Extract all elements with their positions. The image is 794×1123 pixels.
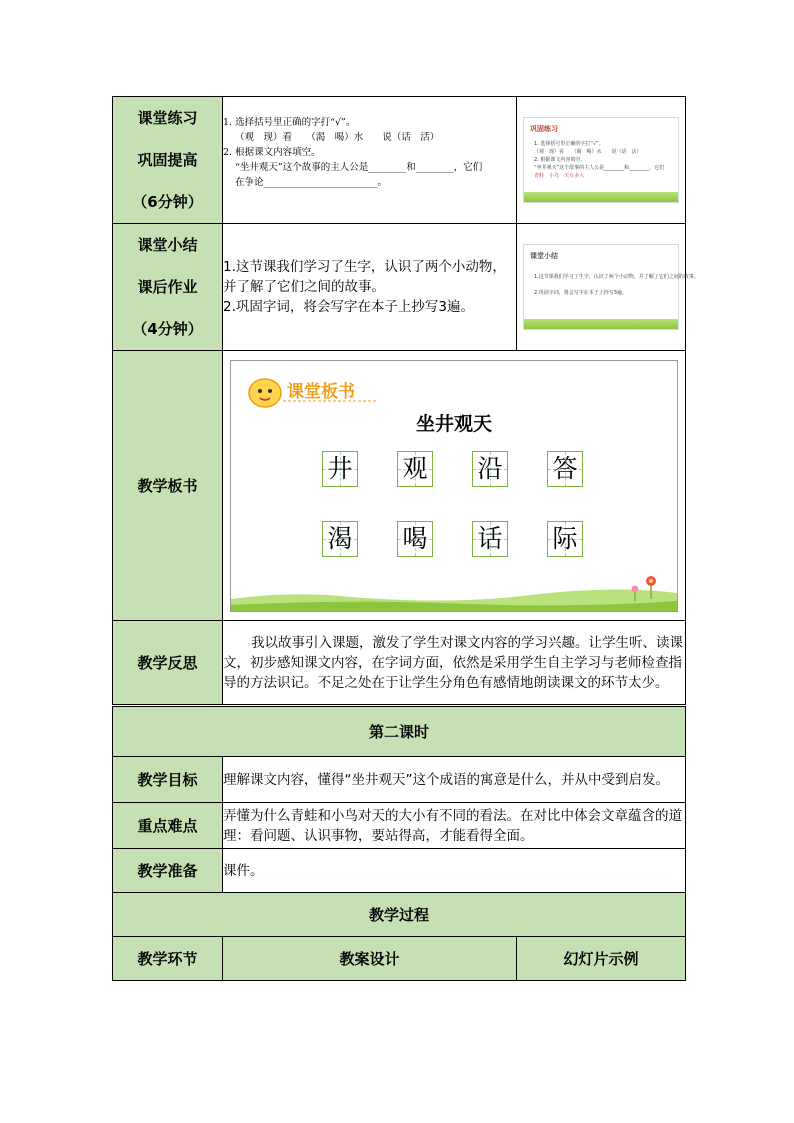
- char-cell: [547, 451, 583, 487]
- prep-row: [113, 849, 686, 893]
- summary-label-3: （4分钟）: [132, 320, 203, 338]
- process-heading-row: [113, 893, 686, 937]
- char: 答: [552, 453, 578, 483]
- reflection-label: 教学反思: [137, 654, 198, 672]
- practice-q2: 2. 根据课文内容填空。: [223, 147, 321, 158]
- summary-text-2: 2.巩固字词，将会写字在本子上抄写3遍。: [223, 299, 474, 315]
- key-text: 弄懂为什么青蛙和小鸟对天的大小有不同的看法。在对比中体会文章蕴含的道理：看问题、认识事物，要站得高，才能看得全面。: [223, 803, 686, 849]
- char-cell: [472, 521, 508, 557]
- practice-slide-grass: [524, 192, 678, 202]
- col-header-slide: 幻灯片示例: [517, 937, 686, 981]
- practice-row: [113, 97, 686, 224]
- reflection-content-cell: [223, 621, 686, 705]
- summary-label-cell: [113, 224, 223, 351]
- practice-slide-title: 巩固练习: [530, 125, 558, 133]
- board-label: 教学板书: [137, 477, 198, 495]
- practice-label-3: （6分钟）: [132, 193, 203, 211]
- col-header-stage: 教学环节: [113, 937, 223, 981]
- lesson-table-1: [112, 96, 699, 705]
- practice-slide-thumbnail: [523, 117, 679, 203]
- board-title: 坐井观天: [415, 412, 492, 435]
- practice-q2-line1: “坐井观天”这个故事的主人公是________和________，它们: [235, 162, 483, 173]
- key-row: [113, 803, 686, 849]
- practice-content-cell: [223, 97, 517, 224]
- board-badge-text: 课堂板书: [287, 381, 355, 402]
- second-lesson-heading: 第二课时: [113, 707, 686, 757]
- prep-label: 教学准备: [113, 849, 223, 893]
- grass-decoration: [231, 571, 677, 611]
- summary-text-1: 1.这节课我们学习了生字，认识了两个小动物，并了解了它们之间的故事。: [223, 259, 506, 295]
- reflection-row: [113, 621, 686, 705]
- second-lesson-heading-row: [113, 707, 686, 757]
- summary-content-cell: [223, 224, 517, 351]
- char-cell: [322, 451, 358, 487]
- practice-slide-answers: 青蛙 小鸟 天有多大: [534, 173, 585, 179]
- char: 沿: [477, 453, 503, 483]
- key-label: 重点难点: [113, 803, 223, 849]
- board-content-cell: [223, 351, 686, 621]
- summary-label-2: 课后作业: [137, 278, 198, 296]
- char: 话: [477, 523, 503, 553]
- practice-label-cell: [113, 97, 223, 224]
- prep-text: 课件。: [223, 849, 686, 893]
- char-cell: [397, 521, 433, 557]
- char-cell: [547, 521, 583, 557]
- process-heading: 教学过程: [113, 893, 686, 937]
- practice-slide-cell: [517, 97, 686, 224]
- practice-q2-line2: 在争论________________________。: [235, 177, 388, 188]
- summary-slide-grass: [524, 319, 678, 329]
- summary-slide-cell: [517, 224, 699, 351]
- char: 际: [552, 523, 578, 553]
- practice-slide-q1: 1. 选择括号里正确的字打“√”。: [534, 141, 604, 147]
- char-cell: [322, 521, 358, 557]
- board-badge: [243, 371, 393, 411]
- flower-icon: [632, 585, 639, 592]
- summary-slide-text2: 2.巩固字词，将会写字在本子上抄写3遍。: [534, 290, 627, 296]
- board-label-cell: [113, 351, 223, 621]
- summary-slide-text1: 1.这节课我们学习了生字，认识了两个小动物，并了解了它们之间的故事。: [534, 274, 699, 280]
- goal-text: 理解课文内容，懂得“坐井观天”这个成语的寓意是什么，并从中受到启发。: [223, 757, 686, 803]
- mascot-icon: [249, 379, 281, 407]
- practice-q1-options: （观 现）看 （渴 喝）水 说（话 活）: [235, 132, 440, 143]
- lesson-table-2: [112, 706, 686, 981]
- board-slide: [230, 360, 678, 612]
- goal-row: [113, 757, 686, 803]
- summary-label-1: 课堂小结: [137, 236, 198, 254]
- board-row: [113, 351, 686, 621]
- char: 观: [402, 453, 428, 483]
- char: 喝: [402, 523, 428, 553]
- practice-q1: 1. 选择括号里正确的字打“√”。: [223, 117, 356, 128]
- practice-slide-q2-line1: “坐井观天”这个故事的主人公是________和________，它们: [534, 165, 665, 171]
- char-cell: [397, 451, 433, 487]
- char: 渴: [327, 523, 353, 553]
- col-header-design: 教案设计: [223, 937, 517, 981]
- summary-slide-title: 课堂小结: [530, 252, 558, 260]
- process-columns-row: [113, 937, 686, 981]
- char-cell: [472, 451, 508, 487]
- practice-slide-q1-options: （观 现）看 （渴 喝）水 说（话 活）: [534, 149, 642, 155]
- char: 井: [327, 453, 353, 483]
- summary-row: [113, 224, 686, 351]
- goal-label: 教学目标: [113, 757, 223, 803]
- summary-slide-thumbnail: [523, 244, 699, 330]
- practice-label-1: 课堂练习: [137, 109, 198, 127]
- practice-slide-q2: 2. 根据课文内容填空。: [534, 157, 586, 163]
- reflection-text: 我以故事引入课题，激发了学生对课文内容的学习兴趣。让学生听、读课文，初步感知课文内容，在字词方面，依然是采用学生自主学习与老师检查指导的方法识记。不足之处在于让学生分角色有感情地朗读课文的环节太少。: [223, 634, 683, 691]
- reflection-label-cell: [113, 621, 223, 705]
- practice-label-2: 巩固提高: [137, 151, 198, 169]
